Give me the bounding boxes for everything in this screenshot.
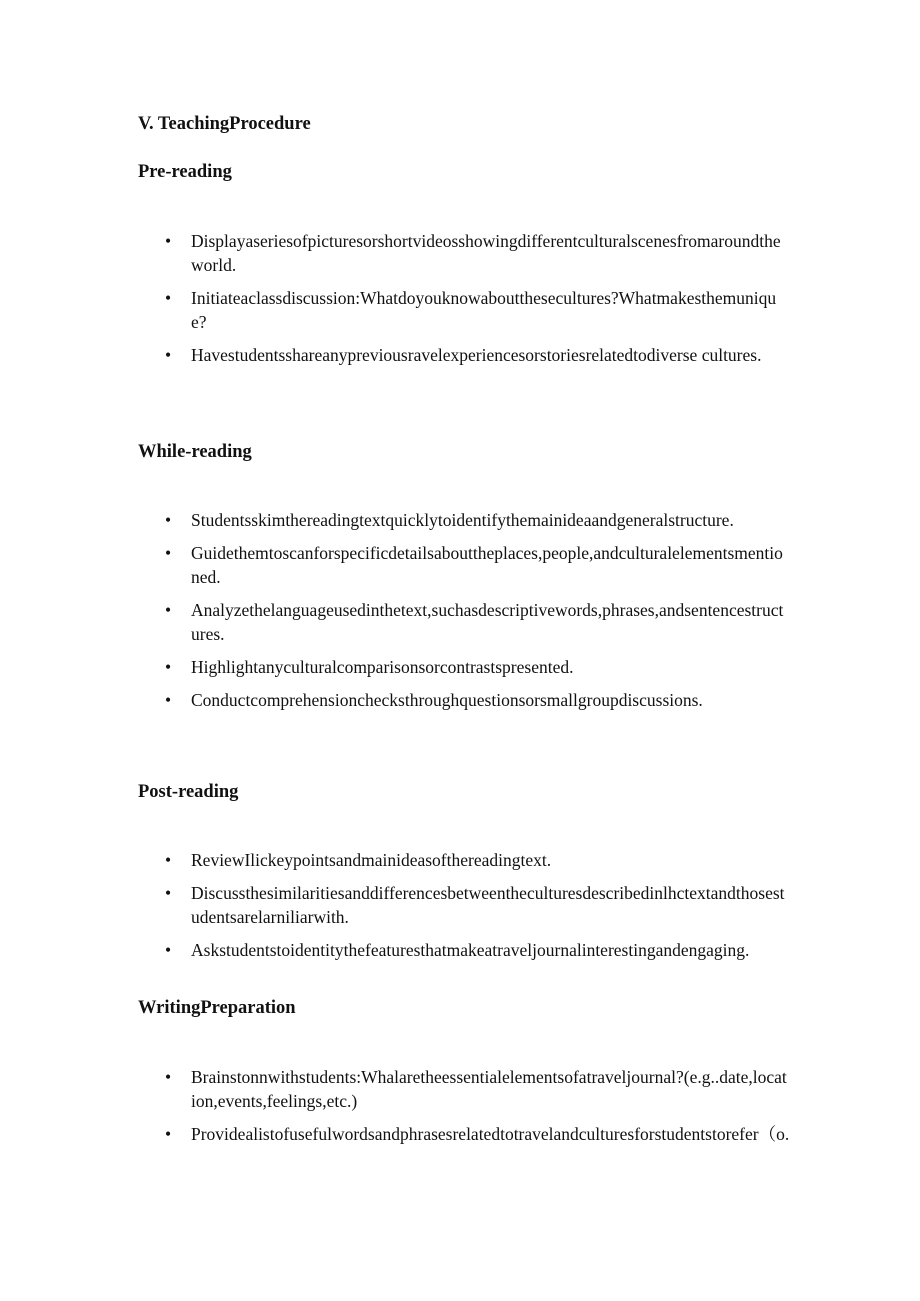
list-item: • Havestudentsshareanypreviousravelexperiencesorstoriesrelatedtodiverse cultures. xyxy=(165,345,762,365)
bullet-icon: • xyxy=(165,657,172,677)
list-item: • Askstudentstoidentitythefeaturesthatmakeatraveljournalinterestingandengaging. xyxy=(165,940,750,960)
bullet-icon: • xyxy=(165,288,172,308)
heading-writing-preparation: WritingPreparation xyxy=(138,998,296,1018)
bullet-icon: • xyxy=(165,510,172,530)
bullet-icon: • xyxy=(165,940,172,960)
list-item: • Conductcomprehensionchecksthroughquestionsorsmallgroupdiscussions. xyxy=(165,690,703,710)
heading-post-reading: Post-reading xyxy=(138,782,239,802)
list-item: • Studentsskimthereadingtextquicklytoidentifythemainideaandgeneralstructure. xyxy=(165,510,734,530)
bullet-icon: • xyxy=(165,1067,172,1087)
post-reading-list xyxy=(165,848,790,971)
bullet-icon: • xyxy=(165,1124,172,1144)
bullet-icon: • xyxy=(165,883,172,903)
list-item: • ReviewIlickeypointsandmainideasofthereadingtext. xyxy=(165,850,552,870)
heading-while-reading: While-reading xyxy=(138,442,252,462)
list-item: • Analyzethelanguageusedinthetext,suchasdescriptivewords,phrases,andsentencestructures. xyxy=(165,600,784,644)
bullet-icon: • xyxy=(165,600,172,620)
writing-preparation-list xyxy=(165,1065,790,1155)
section-title: V. TeachingProcedure xyxy=(138,114,311,134)
list-item: • Initiateaclassdiscussion:Whatdoyouknowaboutthesecultures?Whatmakesthemunique? xyxy=(165,288,777,332)
bullet-icon: • xyxy=(165,345,172,365)
list-item: • Displayaseriesofpicturesorshortvideosshowingdifferentculturalscenesfromaroundtheworld. xyxy=(165,231,781,275)
list-item: • Guidethemtoscanforspecificdetailsabouttheplaces,people,andculturalelementsmentioned. xyxy=(165,543,783,587)
bullet-icon: • xyxy=(165,231,172,251)
pre-reading-list xyxy=(165,229,790,376)
list-item: • Providealistofusefulwordsandphrasesrelatedtotravelandculturesforstudentstorefer（o. xyxy=(165,1124,790,1144)
while-reading-list xyxy=(165,508,790,721)
heading-pre-reading: Pre-reading xyxy=(138,162,232,182)
list-item: • Brainstonnwithstudents:Whalaretheessentialelementsofatraveljournal?(e.g..date,location,events,feelings,etc.) xyxy=(165,1067,787,1111)
list-item: • Highlightanyculturalcomparisonsorcontrastspresented. xyxy=(165,657,574,677)
list-item: • Discussthesimilaritiesanddifferencesbetweentheculturesdescribedinlhctextandthosestudentsarelarniliarwith. xyxy=(165,883,785,927)
bullet-icon: • xyxy=(165,543,172,563)
bullet-icon: • xyxy=(165,850,172,870)
bullet-icon: • xyxy=(165,690,172,710)
